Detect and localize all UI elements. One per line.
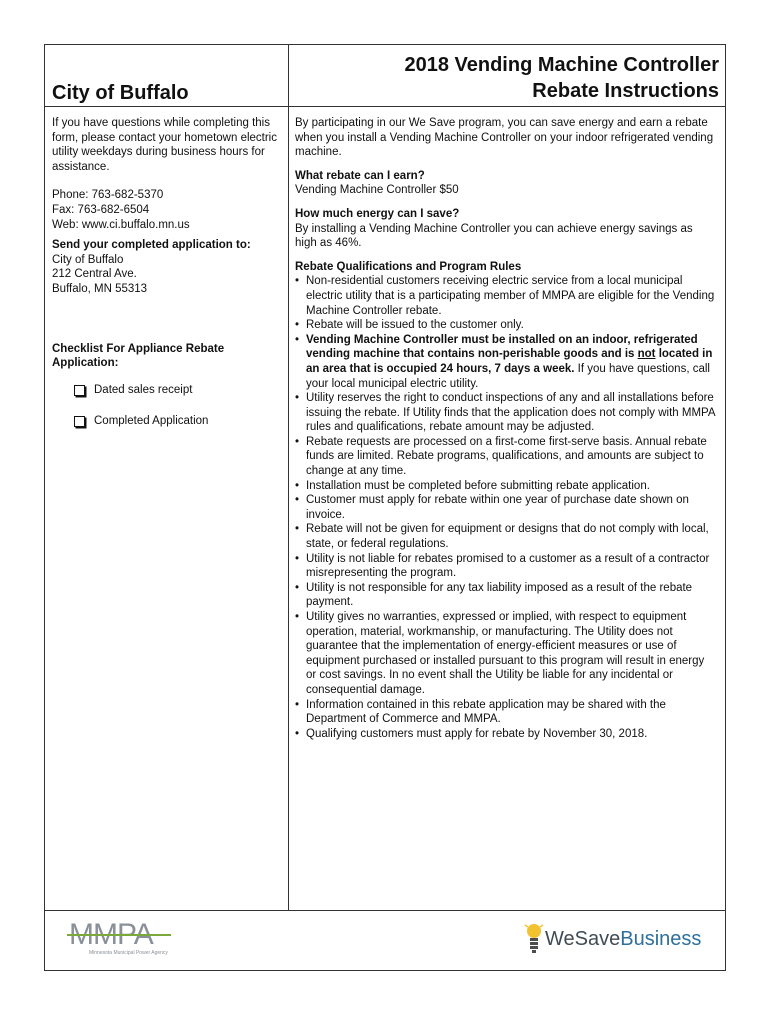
program-intro: By participating in our We Save program, you can save energy and earn a rebate when you install a Vending Machine Controller on your indoor refrigerated vending machine. — [295, 117, 714, 159]
checkbox-icon[interactable] — [74, 416, 85, 427]
address-line-1: City of Buffalo — [52, 253, 124, 266]
rebate-answer: Vending Machine Controller $50 — [295, 184, 459, 197]
rules-list — [295, 274, 717, 741]
checklist-item-label: Completed Application — [94, 415, 209, 428]
city-name: City of Buffalo — [52, 82, 189, 104]
rule-item: • Utility is not liable for rebates promised to a customer as a result of a contractor misrepresenting the program. — [295, 552, 717, 581]
wesavebusiness-wordmark — [545, 928, 701, 951]
rule-item: • Utility reserves the right to conduct inspections of any and all installations before issuing the rebate. If Utility finds that the application does not comply with MMPA rules and qualifications, rebate amount may be adjusted. — [295, 391, 717, 435]
title-line-1: 2018 Vending Machine Controller — [404, 54, 719, 76]
checkbox-icon[interactable] — [74, 385, 85, 396]
header-right-cell — [289, 45, 725, 107]
checklist-heading: Checklist For Appliance Rebate Application: — [52, 342, 225, 370]
energy-question: How much energy can I save? — [295, 207, 460, 220]
instructions-column — [289, 107, 725, 910]
rebate-form-frame — [44, 44, 726, 971]
rule-bold-text: Vending Machine Controller must be installed on an indoor, refrigerated vending machine that contains non-perishable goods and is — [306, 333, 698, 361]
rule-item: • Rebate requests are processed on a first-come first-serve basis. Annual rebate funds are limited. Rebate programs, qualifications, and amounts are subject to change at any time. — [295, 435, 717, 479]
rule-item: • Rebate will be issued to the customer only. — [295, 318, 717, 333]
contact-column — [45, 107, 289, 910]
rule-text: If you have questions, call your local municipal electric utility. — [306, 362, 710, 390]
rule-item: • Rebate will not be given for equipment or designs that do not comply with local, state, or federal regulations. — [295, 522, 717, 551]
rule-item: • Utility is not responsible for any tax liability imposed as a result of the rebate payment. — [295, 581, 717, 610]
checklist-item-label: Dated sales receipt — [94, 384, 193, 397]
document-title — [404, 52, 719, 104]
contact-intro: If you have questions while completing this form, please contact your hometown electric utility weekdays during business hours for assistance. — [52, 117, 277, 173]
wesave-text: WeSave — [545, 927, 621, 950]
rule-item: • Utility gives no warranties, expressed or implied, with respect to equipment operation, material, workmanship, or manufacturing. The Utility does not guarantee that the implementation of energy-efficient measures or use of equipment purchased or installed pursuant to this program will result in energy or cost savings. In no event shall the Utility be liable for any incidental or consequential damage. — [295, 610, 717, 698]
rule-item: • Non-residential customers receiving electric service from a local municipal electric utility that is a participating member of MMPA are eligible for the Vending Machine Controller rebate. — [295, 274, 717, 318]
rule-underlined-text: not — [637, 348, 656, 361]
rule-item: • Qualifying customers must apply for rebate by November 30, 2018. — [295, 727, 717, 742]
rule-item: • Information contained in this rebate application may be shared with the Department of Commerce and MMPA. — [295, 698, 717, 727]
phone-number: Phone: 763-682-5370 — [52, 189, 164, 202]
rule-bold-text: located in an area that is occupied 24 hours, 7 days a week. — [306, 348, 713, 375]
rule-item: • Customer must apply for rebate within one year of purchase date shown on invoice. — [295, 493, 717, 522]
lightbulb-icon — [523, 921, 545, 957]
header-left-cell — [45, 45, 289, 107]
address-line-2: 212 Central Ave. — [52, 268, 137, 281]
energy-answer: By installing a Vending Machine Controller you can achieve energy savings as high as 46%. — [295, 222, 693, 250]
checklist — [52, 383, 282, 430]
footer-logos — [45, 910, 725, 970]
rules-heading: Rebate Qualifications and Program Rules — [295, 260, 522, 273]
mmpa-logo-text: MMPA — [69, 918, 153, 951]
address-line-3: Buffalo, MN 55313 — [52, 282, 148, 295]
fax-number: Fax: 763-682-6504 — [52, 203, 150, 216]
checklist-item — [74, 414, 282, 430]
mmpa-logo — [67, 917, 177, 959]
web-address: Web: www.ci.buffalo.mn.us — [52, 218, 190, 231]
send-heading: Send your completed application to: — [52, 239, 251, 252]
rule-item: • Installation must be completed before submitting rebate application. — [295, 479, 717, 494]
title-line-2: Rebate Instructions — [532, 80, 719, 102]
wesavebusiness-logo — [523, 919, 701, 959]
mmpa-subtitle: Minnesota Municipal Power Agency — [89, 950, 168, 956]
rule-item — [295, 333, 717, 391]
business-text: Business — [620, 927, 702, 950]
rebate-question: What rebate can I earn? — [295, 169, 425, 182]
checklist-item — [74, 383, 282, 399]
